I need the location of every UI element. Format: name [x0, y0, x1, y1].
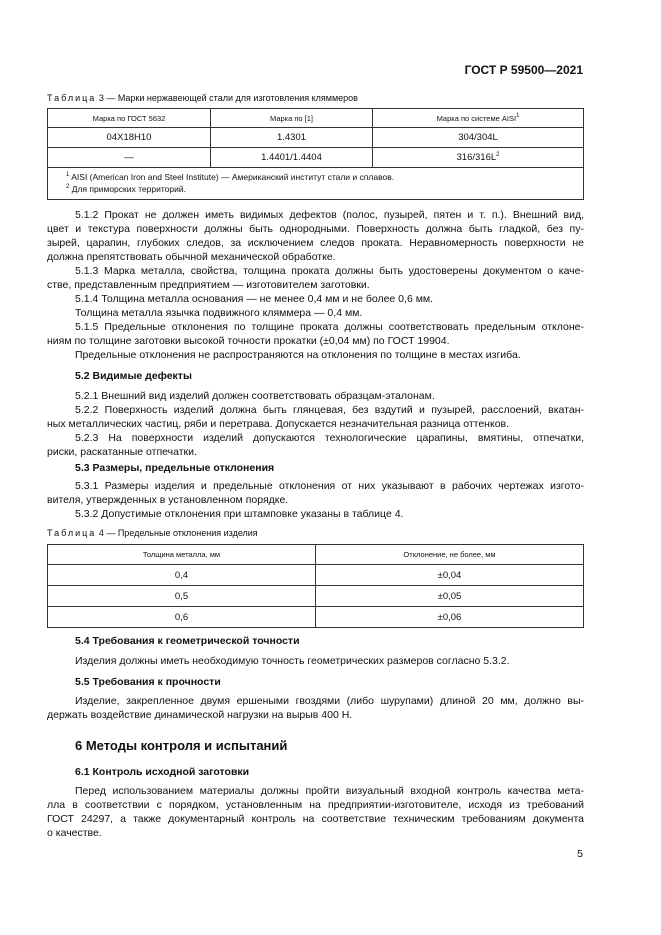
table-row — [48, 128, 584, 148]
table-cell: 0,4 — [48, 565, 316, 586]
section-heading-5-2: 5.2 Видимые дефекты — [75, 370, 192, 382]
footnote-text: AISI (American Iron and Steel Institute) — Американский институт стали и сплавов. — [71, 172, 395, 182]
paragraph-5-3-1-line: вителя, утвержденных в установленном порядке. — [47, 494, 289, 506]
paragraph-5-2-2-line: 5.2.2 Поверхность изделий должна быть глянцевая, без вздутий и пузырей, расслоений, вкатан- — [75, 404, 584, 416]
cell-text: 316/316L — [456, 152, 497, 163]
paragraph-6-1-line: Перед использованием материалы должны пройти визуальный входной контроль качества мета- — [75, 785, 584, 797]
table-cell: ±0,06 — [316, 607, 584, 628]
table-notes — [48, 168, 584, 200]
paragraph-6-1-line: ГОСТ 24297, а также документарный контроль на соответствие техническим требованиям документа — [47, 813, 584, 825]
table4-caption-label: Таблица — [47, 528, 97, 538]
table3-caption-label: Таблица — [47, 93, 97, 103]
section-heading-5-3: 5.3 Размеры, предельные отклонения — [75, 462, 275, 474]
table-cell: 1.4301 — [211, 128, 373, 148]
table-header-cell: Марка по ГОСТ 5632 — [48, 109, 211, 128]
table-row — [48, 148, 584, 168]
paragraph-5-5-line: держать воздействие динамической нагрузки на вырыв 400 Н. — [47, 709, 353, 721]
paragraph-5-2-2-line: ных металлических частиц, ряби и перетрава. Допускается незначительная разница оттенков. — [47, 418, 510, 430]
paragraph-5-1-5-line: 5.1.5 Предельные отклонения по толщине проката должны соответствовать предельным отклоне- — [75, 321, 584, 333]
table-header-cell — [373, 109, 584, 128]
section-heading-6: 6 Методы контроля и испытаний — [75, 738, 288, 753]
paragraph-5-1-2-line: 5.1.2 Прокат не должен иметь видимых дефектов (полос, пузырей, пятен и т. п.). Внешний вид, — [75, 209, 584, 221]
table-notes-row — [48, 168, 584, 200]
footnote-mark: 2 — [496, 152, 500, 158]
table-cell: 304/304L — [373, 128, 584, 148]
page-number: 5 — [577, 848, 583, 860]
table-cell: 0,6 — [48, 607, 316, 628]
table-header-cell: Марка по [1] — [211, 109, 373, 128]
paragraph-5-1-2-line: должна препятствовать обычной механической обработке. — [47, 251, 336, 263]
table-cell: ±0,04 — [316, 565, 584, 586]
table4-caption — [47, 528, 258, 538]
section-heading-5-4: 5.4 Требования к геометрической точности — [75, 635, 300, 647]
table-cell: 1.4401/1.4404 — [211, 148, 373, 168]
footnote-mark: 1 — [66, 172, 70, 178]
table4-caption-text: 4 — Предельные отклонения изделия — [98, 528, 258, 538]
paragraph-5-1-5-b: Предельные отклонения не распространяются на отклонения по толщине в местах изгиба. — [75, 349, 521, 361]
header-text: Марка по системе AISI — [436, 113, 517, 123]
paragraph-5-5-line: Изделие, закрепленное двумя ершеными гвоздями (либо шурупами) длиной 20 мм, должно вы- — [75, 695, 584, 707]
paragraph-5-1-2-line: зырей, царапин, глубоких следов, за исключением следов проката. Неравномерность поверхности не — [47, 237, 584, 249]
paragraph-5-2-1: 5.2.1 Внешний вид изделий должен соответствовать образцам-эталонам. — [75, 390, 435, 402]
table-cell: 04Х18Н10 — [48, 128, 211, 148]
footnote-text: Для приморских территорий. — [71, 183, 186, 194]
table3-caption — [47, 93, 358, 103]
table-cell: 0,5 — [48, 586, 316, 607]
table-cell — [373, 148, 584, 168]
table-header-row — [48, 545, 584, 565]
paragraph-6-1-line: лла в соответствии с порядком, установленным на предприятии-изготовителе, исходя из требований — [47, 799, 584, 811]
paragraph-5-1-3-line: 5.1.3 Марка металла, свойства, толщина проката должны быть удостоверены документом о каче- — [75, 265, 584, 277]
table-cell: — — [48, 148, 211, 168]
paragraph-5-1-4-b: Толщина металла язычка подвижного кляммера — 0,4 мм. — [75, 307, 363, 319]
paragraph-5-1-4: 5.1.4 Толщина металла основания — не менее 0,4 мм и не более 0,6 мм. — [75, 293, 434, 305]
paragraph-5-1-5-line: ниям по толщине заготовки высокой точности прокатки (±0,04 мм) по ГОСТ 19904. — [47, 335, 450, 347]
document-id: ГОСТ Р 59500—2021 — [464, 63, 583, 77]
section-heading-5-5: 5.5 Требования к прочности — [75, 676, 221, 688]
section-heading-6-1: 6.1 Контроль исходной заготовки — [75, 766, 250, 778]
paragraph-6-1-line: о качестве. — [47, 827, 102, 839]
table-cell: ±0,05 — [316, 586, 584, 607]
paragraph-5-3-2: 5.3.2 Допустимые отклонения при штамповке указаны в таблице 4. — [75, 508, 404, 520]
footnote — [66, 172, 565, 184]
footnote-mark: 1 — [516, 112, 520, 119]
steel-grades-table — [47, 108, 584, 200]
table-header-cell: Отклонение, не более, мм — [316, 545, 584, 565]
paragraph-5-1-3-line: стве, представленным предприятием — изготовителем заготовки. — [47, 279, 370, 291]
table-row — [48, 586, 584, 607]
paragraph-5-3-1-line: 5.3.1 Размеры изделия и предельные отклонения от них указывают в рабочих чертежах изгото- — [75, 480, 584, 492]
table-header-row — [48, 109, 584, 128]
paragraph-5-2-3-line: 5.2.3 На поверхности изделий допускаются технологические царапины, вмятины, отпечатки, — [75, 432, 584, 444]
deviations-table — [47, 544, 584, 628]
footnote — [66, 184, 565, 196]
table-header-cell: Толщина металла, мм — [48, 545, 316, 565]
table-row — [48, 607, 584, 628]
table-row — [48, 565, 584, 586]
footnote-mark: 2 — [66, 183, 70, 190]
paragraph-5-2-3-line: риски, раскатанные отпечатки. — [47, 446, 197, 458]
table3-caption-text: 3 — Марки нержавеющей стали для изготовления кляммеров — [98, 93, 358, 103]
paragraph-5-1-2-line: цвет и текстура поверхности должны быть однородными. Поверхность должна быть гладкой, без пу- — [47, 223, 584, 235]
paragraph-5-4: Изделия должны иметь необходимую точность геометрических размеров согласно 5.3.2. — [75, 655, 510, 667]
